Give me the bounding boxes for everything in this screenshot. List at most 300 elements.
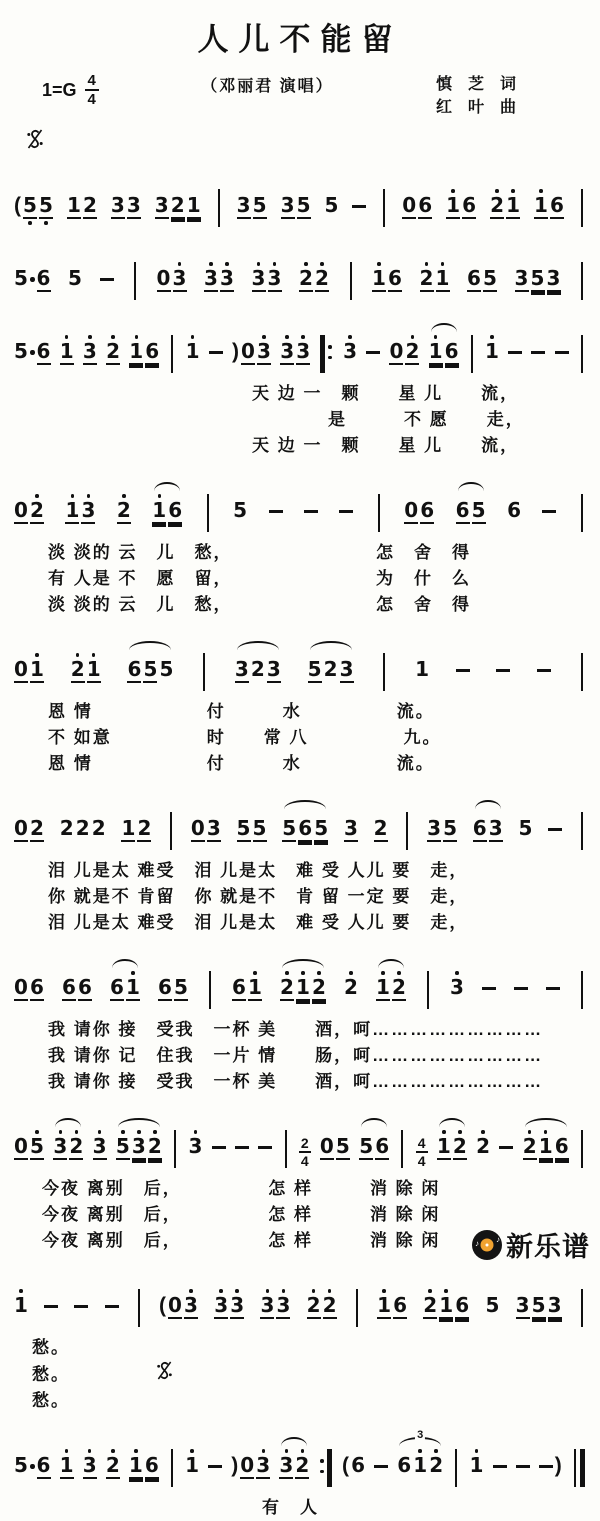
note: 5 [307, 657, 322, 682]
note: 2 [323, 657, 338, 682]
note: 2 [392, 969, 406, 1008]
dash-note [493, 1465, 507, 1468]
note: 1 [60, 1447, 74, 1486]
note: 0 [14, 1134, 28, 1159]
music-system [14, 640, 586, 691]
note: 3 [280, 193, 295, 218]
note: 6 [507, 498, 522, 523]
note-group [188, 1117, 202, 1165]
note: 2 [523, 1128, 537, 1167]
lyric-row: 有 人是 不 愿 留， 为 什 么 [48, 569, 471, 589]
note-group [578, 640, 586, 691]
lyrics-block [14, 699, 586, 777]
dash-note [208, 1465, 222, 1468]
barline [134, 262, 136, 300]
score [14, 176, 586, 1521]
note-group [467, 249, 497, 299]
note: 2 [405, 333, 419, 372]
note: 3 [154, 193, 169, 218]
note: 2 [82, 193, 97, 218]
note: 0 [404, 498, 419, 523]
note: 3 [256, 1447, 270, 1486]
note: 6 [110, 975, 124, 1000]
note-group [339, 481, 353, 513]
note: 5 [39, 187, 53, 226]
slur-group [116, 1117, 162, 1167]
lyric-row: 我 请你 记 住我 一片 情 肠，呵……………………… [48, 1046, 544, 1066]
note-group [307, 1276, 337, 1326]
dash-note [209, 351, 223, 354]
note-group [516, 1436, 530, 1468]
note-group [299, 1117, 311, 1168]
lyrics-block [14, 858, 586, 936]
barline [581, 812, 583, 850]
slur-group [429, 322, 459, 372]
barline [401, 1130, 403, 1168]
note-group [232, 958, 262, 1008]
note: 6 [444, 339, 459, 364]
note: 5 [252, 193, 267, 218]
note-group [496, 640, 510, 672]
barline [427, 971, 429, 1009]
note: 1 [65, 492, 79, 531]
lyric-row: 恩 情 付 水 流。 [48, 702, 435, 722]
header-meta [14, 73, 586, 119]
note: 1 [413, 1447, 427, 1484]
note: 1 [186, 193, 201, 218]
note: 2 [75, 816, 90, 841]
note: 6 [375, 1134, 390, 1159]
note-group [299, 249, 329, 299]
note: 5 [14, 266, 28, 291]
music-system [14, 322, 586, 373]
note: 6 [232, 975, 246, 1000]
note: 2 [30, 492, 44, 531]
note: 3 [83, 333, 97, 372]
note: 5 [443, 816, 457, 841]
note: 3 [173, 260, 187, 299]
note-group [14, 176, 53, 226]
note-group [531, 322, 545, 354]
note: 3 [343, 816, 358, 841]
note: 0 [14, 975, 28, 1000]
note: 3 [214, 1287, 228, 1326]
note: 3 [206, 816, 221, 841]
dash-note [100, 278, 114, 281]
note-group [208, 1436, 222, 1468]
lyric-row: 我 请你 接 受我 一杯 美 酒，呵……………………… [48, 1072, 544, 1092]
barline [581, 494, 583, 532]
note-group [468, 322, 476, 373]
note: 1 [87, 651, 101, 690]
parenthesis: ( [159, 1294, 167, 1318]
note: 2 [295, 1447, 309, 1486]
note: 1 [439, 1287, 453, 1326]
dash-note [499, 1146, 513, 1149]
note: 5 [14, 1453, 28, 1478]
barline [581, 971, 583, 1009]
note-group [157, 249, 187, 299]
note: 1 [296, 969, 310, 1008]
note: 6 [388, 266, 402, 291]
note: 5 [14, 339, 28, 364]
parenthesis: ( [342, 1454, 350, 1478]
lyrics-block [14, 1335, 586, 1414]
note: 5 [359, 1134, 374, 1159]
note: 5 [518, 816, 533, 841]
note: 1 [506, 187, 520, 226]
note-group [320, 1117, 350, 1167]
note: 6 [393, 1293, 407, 1318]
note: 3 [83, 1447, 97, 1486]
note: 3 [260, 1287, 274, 1326]
slur-group [397, 1429, 444, 1484]
barline [581, 653, 583, 691]
note-group [44, 1276, 58, 1308]
barline [581, 262, 583, 300]
augmentation-dot [30, 350, 35, 355]
slur-group [473, 799, 503, 849]
vinyl-record-icon: ♪ ♪ [472, 1230, 502, 1260]
slur-group [279, 1436, 309, 1486]
dash-note [352, 205, 366, 208]
performer-credit: （邓丽君 演唱） [201, 78, 334, 95]
note-group [304, 481, 318, 513]
note: 2 [250, 657, 265, 682]
note-group [280, 322, 310, 372]
note-group [14, 249, 51, 299]
note: 6 [298, 816, 313, 841]
note: 6 [127, 657, 142, 682]
note-group [499, 1117, 513, 1149]
note-group [186, 322, 200, 370]
note: 0 [190, 816, 205, 841]
note-group [380, 176, 388, 227]
note: 1 [415, 657, 429, 682]
note-group [508, 322, 522, 354]
note: 1 [152, 492, 166, 531]
note: 5 [174, 975, 188, 1000]
note-group [347, 249, 355, 300]
note-group [131, 249, 139, 300]
time-signature: 4 4 [417, 1135, 426, 1170]
barline [581, 1289, 583, 1327]
lyricist-credit: 慎 芝 词 [436, 76, 517, 93]
note-group [258, 1117, 272, 1149]
note-group [542, 481, 556, 513]
note-group [366, 322, 380, 354]
dash-note [374, 1465, 388, 1468]
note-group [168, 1436, 176, 1487]
barline [207, 494, 209, 532]
dash-note [548, 828, 562, 831]
note-group [111, 176, 141, 226]
note-group [476, 1117, 490, 1165]
 [574, 1449, 576, 1487]
note: 2 [148, 1128, 162, 1167]
barline [218, 189, 220, 227]
note: 1 [469, 1447, 483, 1484]
note-group [232, 322, 271, 372]
note-group [452, 1436, 460, 1487]
note: 6 [351, 1453, 365, 1478]
note: 5 [324, 193, 339, 218]
note: 6 [30, 975, 44, 1000]
lyric-row: 今夜 离别 后， 怎 样 消 除 闲 [42, 1179, 441, 1199]
note-group [14, 958, 44, 1008]
note: 3 [126, 193, 141, 218]
barline [174, 1130, 176, 1168]
note: 3 [188, 1128, 202, 1165]
note-group [93, 1117, 107, 1167]
note: 0 [14, 657, 28, 682]
lyric-row: 愁。 [32, 1338, 70, 1358]
note-group [14, 799, 44, 849]
lyrics-block [14, 1017, 586, 1095]
note-group [539, 1436, 562, 1477]
segno-icon [26, 129, 586, 154]
lyric-row: 不 如意 时 常 八 九。 [48, 728, 442, 748]
note-group [117, 481, 131, 531]
note: 3 [280, 333, 294, 372]
note-group [404, 481, 434, 531]
dash-note [537, 669, 551, 672]
note: 5 [252, 816, 267, 841]
note: 3 [279, 1447, 293, 1486]
note-group [450, 958, 464, 1006]
note-group [380, 640, 388, 691]
dash-note [508, 351, 522, 354]
note: 1 [377, 1287, 391, 1326]
note: 3 [339, 657, 354, 682]
note: 3 [234, 657, 249, 682]
note-group [578, 481, 586, 532]
credits [436, 73, 586, 119]
note: 3 [547, 1293, 562, 1318]
note: 6 [36, 266, 51, 291]
music-system [14, 176, 586, 227]
note-group [60, 799, 106, 847]
slur-group [110, 958, 140, 1008]
parenthesis: ) [231, 1454, 239, 1478]
lyric-row: 愁。 [32, 1361, 586, 1388]
augmentation-dot [30, 1464, 35, 1469]
note: 1 [129, 1447, 143, 1486]
note: 6 [144, 1453, 159, 1478]
note: 3 [276, 1287, 290, 1326]
dash-note [339, 510, 353, 513]
note-group [167, 799, 175, 850]
note: 1 [129, 333, 143, 372]
note-group [537, 640, 551, 672]
note-group [516, 1276, 562, 1326]
dash-note [258, 1146, 272, 1149]
note-group [158, 958, 188, 1008]
repeat-end-barline [318, 1447, 333, 1487]
note-group [233, 481, 247, 529]
note-group [415, 640, 429, 688]
note: 5 [335, 1134, 350, 1159]
note-group [515, 249, 561, 299]
note-group [578, 322, 586, 373]
dash-note [269, 510, 283, 513]
dash-note [304, 510, 318, 513]
note: 2 [307, 1287, 321, 1326]
dash-note [555, 351, 569, 354]
note: 6 [462, 193, 477, 218]
slur-group [376, 958, 406, 1008]
note: 0 [241, 339, 255, 364]
barline [350, 262, 352, 300]
note: 2 [71, 651, 85, 690]
note: 2 [106, 333, 120, 372]
note: 2 [69, 1128, 83, 1167]
note-group [14, 1117, 44, 1167]
dash-note [44, 1305, 58, 1308]
note-group [342, 1436, 365, 1484]
note-group [578, 799, 586, 850]
note: 3 [184, 1287, 198, 1326]
note-group [375, 481, 383, 532]
dash-note [542, 510, 556, 513]
barline [356, 1289, 358, 1327]
note: 2 [106, 1447, 120, 1486]
note: 1 [436, 260, 450, 299]
note: 6 [455, 1293, 470, 1318]
dash-note [482, 987, 496, 990]
barline [285, 1130, 287, 1168]
note-group [71, 640, 101, 690]
note-group [185, 1436, 199, 1484]
note: 2 [117, 492, 131, 531]
lyric-row: 今夜 离别 后， 怎 样 消 除 闲 [42, 1205, 441, 1225]
slur-group [359, 1117, 389, 1167]
note-group [129, 1436, 159, 1486]
note: 1 [437, 1128, 451, 1167]
note-group [68, 249, 82, 297]
segno-icon [156, 1361, 173, 1388]
note: 5 [159, 657, 174, 682]
barline [383, 189, 385, 227]
note: 6 [158, 975, 172, 1000]
note-group [105, 1276, 119, 1308]
note-group [423, 1276, 469, 1326]
lyric-row: 愁。 [32, 1391, 70, 1411]
barline [138, 1289, 140, 1327]
note: 3 [266, 657, 281, 682]
note: 2 [453, 1128, 467, 1167]
note-group [420, 249, 450, 299]
note: 1 [485, 333, 499, 370]
note: 5 [530, 266, 545, 291]
music-system [14, 958, 586, 1009]
note: 1 [126, 969, 140, 1008]
note-group [159, 1276, 198, 1326]
lyric-row: 淡 淡的 云 儿 愁， 怎 舍 得 [48, 595, 471, 615]
note: 6 [472, 816, 487, 841]
note: 0 [168, 1293, 182, 1318]
note-group [74, 1276, 88, 1308]
lyrics-block [14, 1495, 586, 1521]
note-group [578, 249, 586, 300]
note: 1 [446, 187, 460, 226]
note-group [469, 1436, 483, 1484]
 [327, 1449, 332, 1487]
music-system [14, 799, 586, 850]
note: 0 [240, 1453, 255, 1478]
note: 1 [14, 1287, 28, 1324]
slur-group [235, 640, 281, 690]
note: 1 [248, 969, 262, 1008]
note: 3 [427, 816, 441, 841]
note-group [106, 1436, 120, 1486]
note-group [546, 958, 560, 990]
music-system [14, 1117, 586, 1168]
note: 3 [343, 333, 357, 370]
time-signature: $\frac{4}{4}$ [85, 73, 99, 107]
note-group [215, 176, 223, 227]
dash-note [516, 1465, 530, 1468]
note: 6 [78, 975, 92, 1000]
parenthesis: ) [232, 340, 239, 364]
note-group [106, 322, 120, 372]
note: 2 [323, 1287, 337, 1326]
note: 0 [14, 816, 28, 841]
lyric-row: 泪 儿是太 难受 泪 儿是太 难 受 人儿 要 走， [48, 861, 469, 881]
note: 3 [93, 1128, 107, 1167]
note-group [200, 640, 208, 691]
time-signature: 2 4 [300, 1135, 309, 1170]
note-group [252, 249, 282, 299]
note: 3 [252, 260, 266, 299]
note-group [135, 1276, 143, 1327]
note-group [446, 176, 476, 226]
note: 1 [429, 333, 443, 372]
note-group [67, 176, 97, 226]
note-group [514, 958, 528, 990]
note: 3 [515, 1293, 530, 1318]
note-group [578, 1117, 586, 1168]
note-group [14, 1276, 28, 1324]
note-group [204, 249, 234, 299]
note: 0 [319, 1134, 334, 1159]
note-group [14, 481, 44, 531]
publisher-logo [472, 1225, 590, 1264]
note: 1 [121, 816, 136, 841]
note-group [83, 1436, 97, 1486]
note: 3 [53, 1128, 67, 1167]
note-group [206, 958, 214, 1009]
slur-group [53, 1117, 83, 1167]
note: 0 [389, 339, 404, 364]
note: 3 [110, 193, 125, 218]
note-group [204, 481, 212, 532]
dash-note [235, 1146, 249, 1149]
dash-note [456, 669, 470, 672]
note-group [209, 322, 223, 354]
lyric-row: 泪 儿是太 难受 泪 儿是太 难 受 人儿 要 走， [48, 913, 469, 933]
note: 5 [531, 1293, 546, 1318]
lyrics-block [14, 381, 586, 459]
barline [455, 1449, 457, 1487]
note-group [212, 1117, 226, 1149]
note: 6 [397, 1453, 412, 1478]
barline [171, 335, 173, 373]
note-group [456, 640, 470, 672]
note-group [344, 958, 358, 1006]
note-group [214, 1276, 244, 1326]
note: 1 [372, 260, 386, 299]
